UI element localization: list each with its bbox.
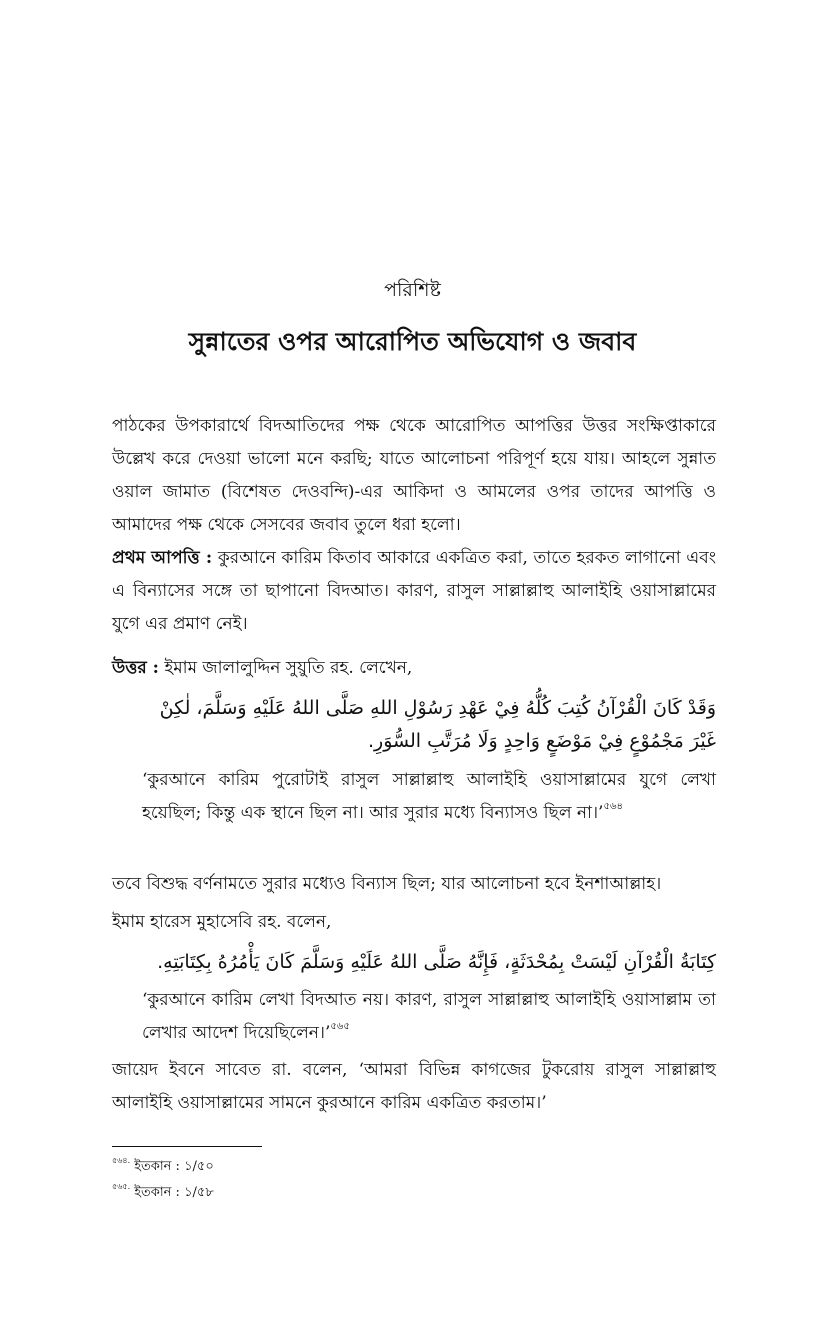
objection-label: প্রথম আপত্তি :: [112, 548, 213, 568]
answer-label: উত্তর :: [112, 658, 159, 678]
answer-text: ইমাম জালালুদ্দিন সুয়ুতি রহ. লেখেন,: [164, 658, 413, 678]
first-objection-paragraph: [112, 542, 716, 641]
footnote-ref[interactable]: ৫৬৪: [603, 801, 623, 813]
footnote-number: ৫৬৫.: [112, 1181, 131, 1191]
final-paragraph: জায়েদ ইবনে সাবেত রা. বলেন, ‘আমরা বিভিন্ন কাগজের টুকরোয় রাসুল সাল্লাল্লাহু আলাইহি ওয়াসাল্লামের সামনে কুরআনে কারিম একত্রিত করতাম।’: [112, 1060, 716, 1113]
arabic-quote-harith: كِتَابَةُ الْقُرْآنِ لَيْسَتْ بِمُحْدَثَةٍ، فَإِنَّهُ صَلَّى اللهُ عَلَيْهِ وَسَلَّمَ كَانَ يَأْمُرُهُ بِكِتَابَتِهِ.: [157, 951, 716, 973]
footnote-ref[interactable]: ৫৬৫: [330, 1021, 350, 1033]
footnote-item: [112, 1155, 412, 1176]
footnote-divider: [112, 1146, 262, 1147]
translation-quote-harith: [142, 984, 716, 1050]
middle-paragraph: তবে বিশুদ্ধ বর্ণনামতে সুরার মধ্যেও বিন্যাস ছিল; যার আলোচনা হবে ইনশাআল্লাহ।: [112, 874, 662, 894]
translation-quote-suyuti: [142, 764, 716, 830]
objection-text: কুরআনে কারিম কিতাব আকারে একত্রিত করা, তাতে হরকত লাগানো এবং এ বিন্যাসের সঙ্গে তা ছাপানো বিদআত। কারণ, রাসুল সাল্লাল্লাহু আলাইহি ওয়াসাল্লামের যুগে এর প্রমাণ নেই।: [112, 548, 717, 634]
answer-paragraph: [112, 652, 716, 685]
footnote-text: ইতকান : ১/৫৮: [134, 1185, 214, 1200]
intro-paragraph: পাঠকের উপকারার্থে বিদআতিদের পক্ষ থেকে আরোপিত আপত্তির উত্তর সংক্ষিপ্তাকারে উল্লেখ করে দেওয়া ভালো মনে করছি; যাতে আলোচনা পরিপূর্ণ হয়ে যায়। আহলে সুন্নাত ওয়াল জামাত (বিশেষত দেওবন্দি)-এর আকিদা ও আমলের ওপর তাদের আপত্তি ও আমাদের পক্ষ থেকে সেসবের জবাব তুলে ধরা হলো।: [112, 416, 716, 535]
arabic-quote-suyuti: وَقَدْ كَانَ الْقُرْآنُ كُتِبَ كُلُّهُ فِيْ عَهْدِ رَسُوْلِ اللهِ صَلَّى اللهُ عَلَيْهِ وَسَلَّمَ، لٰكِنْ غَيْرَ مَجْمُوْعٍ فِيْ مَوْضَعٍ وَاحِدٍ وَلَا مُرَتَّبِ السُّوَرِ.: [159, 697, 716, 752]
translation-text: ‘কুরআনে কারিম লেখা বিদআত নয়। কারণ, রাসুল সাল্লাল্লাহু আলাইহি ওয়াসাল্লাম তা লেখার আদেশ দিয়েছিলেন।’: [142, 990, 716, 1043]
chapter-title: সুন্নাতের ওপর আরোপিত অভিযোগ ও জবাব: [188, 327, 637, 356]
section-label: পরিশিষ্ট: [384, 279, 441, 301]
footnote-number: ৫৬৪.: [112, 1155, 131, 1165]
footnote-item: [112, 1181, 412, 1202]
footnote-text: ইতকান : ১/৫০: [134, 1159, 214, 1174]
harith-intro: ইমাম হারেস মুহাসেবি রহ. বলেন,: [112, 912, 332, 932]
translation-text: ‘কুরআনে কারিম পুরোটাই রাসুল সাল্লাল্লাহু আলাইহি ওয়াসাল্লামের যুগে লেখা হয়েছিল; কিন্তু এক স্থানে ছিল না। আর সুরার মধ্যে বিন্যাসও ছিল না।’: [142, 770, 716, 823]
